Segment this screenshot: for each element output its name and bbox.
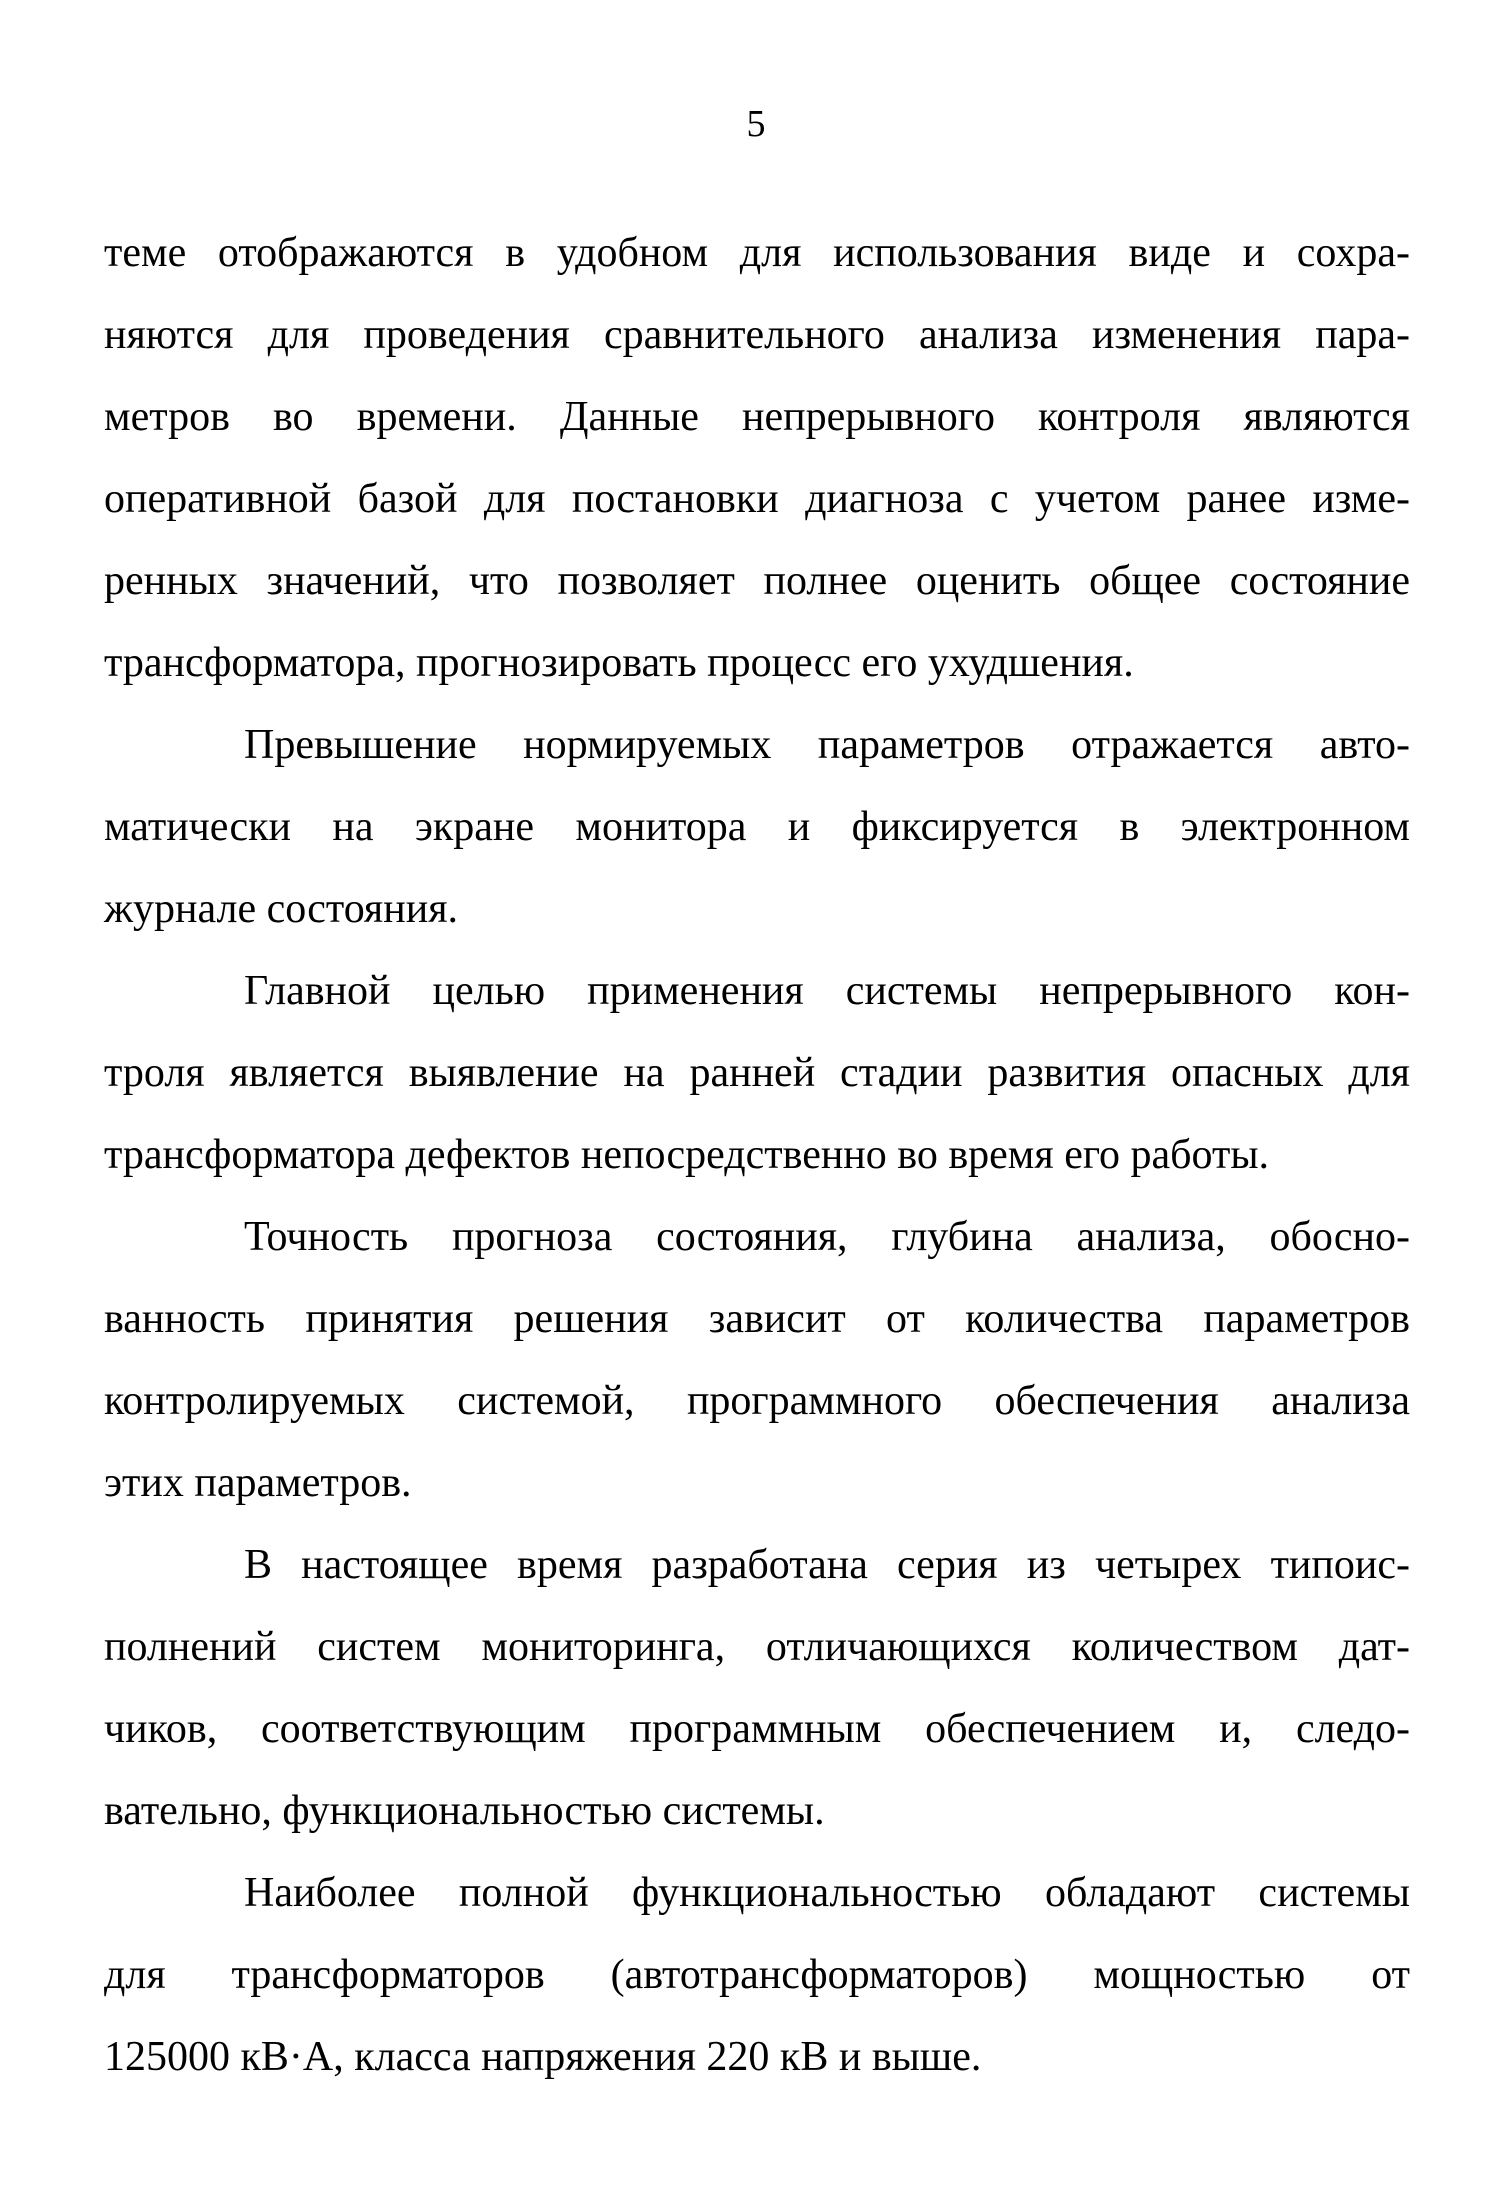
text-line: оперативной базой для постановки диагноза с учетом ранее изме-	[104, 476, 1410, 522]
page-number: 5	[746, 103, 766, 145]
text-line: матически на экране монитора и фиксируется в электронном	[104, 804, 1410, 850]
text-line: ренных значений, что позволяет полнее оценить общее состояние	[104, 558, 1410, 604]
paragraph-threshold-alert	[104, 704, 1410, 950]
text-line: В настоящее время разработана серия из четырех типоис-	[244, 1542, 1410, 1588]
text-line: Превышение нормируемых параметров отражается авто-	[244, 722, 1410, 768]
text-line: метров во времени. Данные непрерывного контроля являются	[104, 394, 1410, 440]
text-line: контролируемых системой, программного обеспечения анализа	[104, 1378, 1410, 1424]
text-line: для трансформаторов (автотрансформаторов) мощностью от	[104, 1952, 1410, 1998]
paragraph-system-series	[104, 1524, 1410, 1852]
text-line: Главной целью применения системы непрерывного кон-	[244, 968, 1410, 1014]
paragraph-continuation	[104, 212, 1410, 704]
document-body	[104, 212, 1410, 2098]
text-line: трансформатора, прогнозировать процесс его ухудшения.	[104, 640, 1134, 686]
text-line: вательно, функциональностью системы.	[104, 1788, 825, 1834]
paragraph-full-functionality	[104, 1852, 1410, 2098]
text-line: Точность прогноза состояния, глубина анализа, обосно-	[244, 1214, 1410, 1260]
text-line: журнале состояния.	[104, 886, 459, 932]
text-line: теме отображаются в удобном для использования виде и сохра-	[104, 230, 1410, 276]
text-line: трансформатора дефектов непосредственно во время его работы.	[104, 1132, 1270, 1178]
text-line: няются для проведения сравнительного анализа изменения пара-	[104, 312, 1410, 358]
text-line: троля является выявление на ранней стадии развития опасных для	[104, 1050, 1410, 1096]
text-line: этих параметров.	[104, 1460, 412, 1506]
paragraph-forecast-accuracy	[104, 1196, 1410, 1524]
text-line: 125000 кВ·А, класса напряжения 220 кВ и выше.	[104, 2034, 982, 2080]
text-line: ванность принятия решения зависит от количества параметров	[104, 1296, 1410, 1342]
text-line: чиков, соответствующим программным обеспечением и, следо-	[104, 1706, 1410, 1752]
text-line: полнений систем мониторинга, отличающихся количеством дат-	[104, 1624, 1410, 1670]
paragraph-main-goal	[104, 950, 1410, 1196]
text-line: Наиболее полной функциональностью обладают системы	[244, 1870, 1410, 1916]
